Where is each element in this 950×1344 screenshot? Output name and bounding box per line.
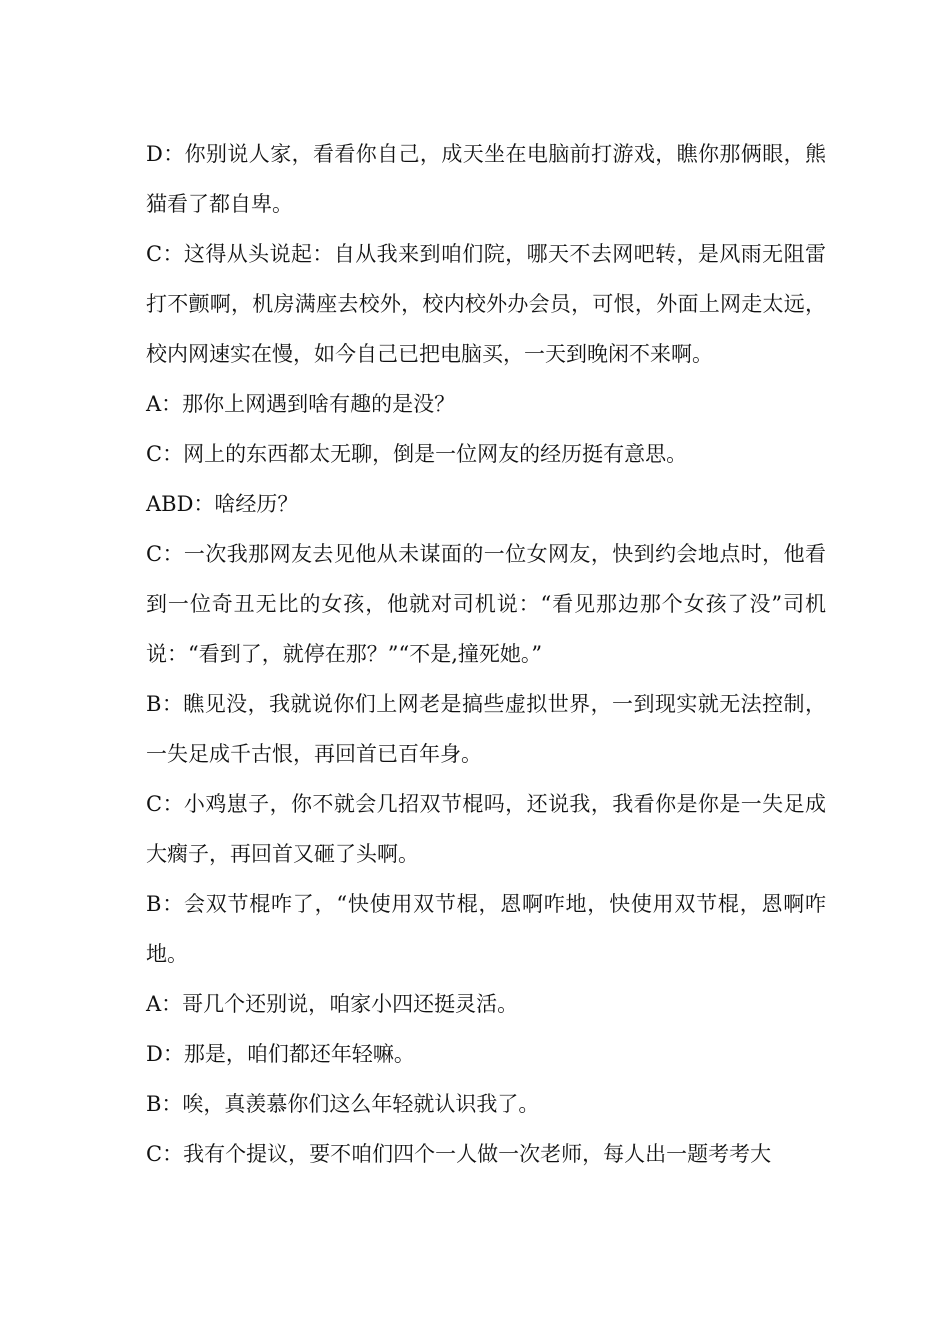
paragraph: D：你别说人家，看看你自己，成天坐在电脑前打游戏，瞧你那俩眼，熊猫看了都自卑。 — [146, 142, 826, 216]
paragraph: B：唉，真羡慕你们这么年轻就认识我了。 — [146, 1092, 540, 1116]
paragraph: C：这得从头说起：自从我来到咱们院，哪天不去网吧转，是风雨无阻雷打不颤啊，机房满座去校外，校内校外办会员，可恨，外面上网走太远，校内网速实在慢，如今自己已把电脑买，一天到晚闲不来啊。 — [146, 242, 826, 366]
paragraph: C：小鸡崽子，你不就会几招双节棍吗，还说我，我看你是你是一失足成大瘸子，再回首又砸了头啊。 — [146, 792, 826, 866]
document-body — [146, 129, 826, 1179]
paragraph: D：那是，咱们都还年轻嘛。 — [146, 1042, 415, 1066]
paragraph: C：我有个提议，要不咱们四个一人做一次老师，每人出一题考考大 — [146, 1142, 772, 1166]
paragraph: C：一次我那网友去见他从未谋面的一位女网友，快到约会地点时，他看到一位奇丑无比的女孩，他就对司机说：“看见那边那个女孩了没”司机说：“看到了，就停在那？”“不是,撞死她。” — [146, 542, 826, 666]
paragraph: B：会双节棍咋了，“快使用双节棍，恩啊咋地，快使用双节棍，恩啊咋地。 — [146, 892, 826, 966]
paragraph: A：那你上网遇到啥有趣的是没？ — [146, 392, 456, 416]
paragraph: A：哥几个还别说，咱家小四还挺灵活。 — [146, 992, 519, 1016]
paragraph: C：网上的东西都太无聊，倒是一位网友的经历挺有意思。 — [146, 442, 688, 466]
paragraph: B：瞧见没，我就说你们上网老是搞些虚拟世界，一到现实就无法控制，一失足成千古恨，再回首已百年身。 — [146, 692, 826, 766]
paragraph: ABD：啥经历？ — [146, 492, 299, 516]
